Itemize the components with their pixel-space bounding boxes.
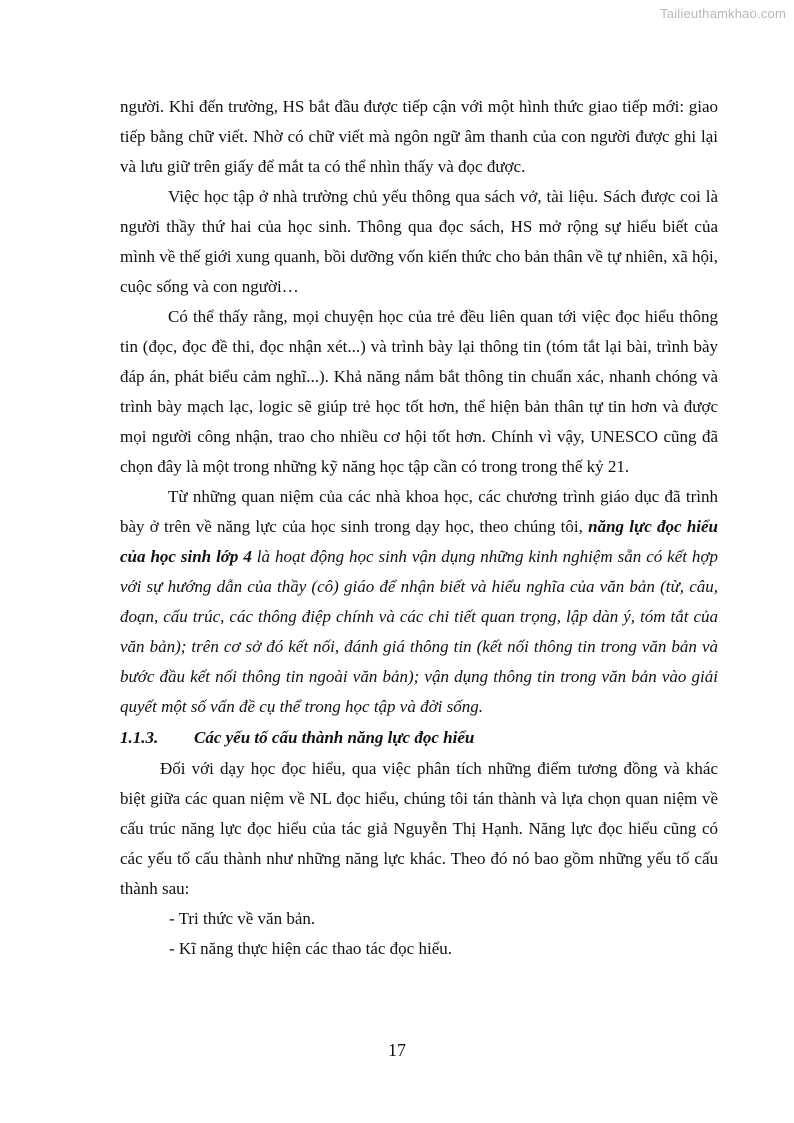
page-number: 17 (388, 1040, 406, 1060)
bullet-item-2: - Kĩ năng thực hiện các thao tác đọc hiểu. (169, 939, 452, 958)
paragraph-4-intro: Từ những quan niệm của các nhà khoa học, các chương trình giáo dục đã trình bày ở trên về năng lực của học sinh trong dạy học, theo chúng tôi, (120, 487, 718, 536)
section-title: Các yếu tố cấu thành năng lực đọc hiểu (194, 728, 475, 747)
paragraph-4 (120, 482, 718, 722)
watermark-text: Tailieuthamkhao.com (660, 6, 786, 21)
section-heading (120, 722, 718, 754)
document-body (120, 92, 718, 964)
paragraph-3: Có thể thấy rằng, mọi chuyện học của trẻ đều liên quan tới việc đọc hiểu thông tin (đọc, đọc đề thi, đọc nhận xét...) và trình bày lại thông tin (tóm tắt lại bài, trình bày đáp án, phát biểu cảm nghĩ...). Khả năng nắm bắt thông tin chuẩn xác, nhanh chóng và trình bày mạch lạc, logic sẽ giúp trẻ học tốt hơn, thể hiện bản thân tự tin hơn và được mọi người công nhận, trao cho nhiều cơ hội tốt hơn. Chính vì vậy, UNESCO cũng đã chọn đây là một trong những kỹ năng học tập cần có trong trong thế kỷ 21. (120, 307, 718, 476)
paragraph-1: người. Khi đến trường, HS bắt đầu được tiếp cận với một hình thức giao tiếp mới: giao tiếp bằng chữ viết. Nhờ có chữ viết mà ngôn ngữ âm thanh của con người được ghi lại và lưu giữ trên giấy để mắt ta có thể nhìn thấy và đọc được. (120, 97, 718, 176)
paragraph-4-emphasis: năng lực đọc hiểu của học sinh lớp 4 (120, 517, 719, 566)
paragraph-4-definition: là hoạt động học sinh vận dụng những kinh nghiệm sẵn có kết hợp với sự hướng dẫn của thầy (cô) giáo để nhận biết và hiểu nghĩa của văn bản (từ, câu, đoạn, cấu trúc, các thông điệp chính và các chi tiết quan trọng, lập dàn ý, tóm tắt của văn bản); trên cơ sở đó kết nối, đánh giá thông tin (kết nối thông tin trong văn bản và bước đầu kết nối thông tin ngoài văn bản); vận dụng thông tin trong văn bản vào giải quyết một số vấn đề cụ thể trong học tập và đời sống. (120, 547, 719, 716)
section-number: 1.1.3. (120, 728, 159, 747)
bullet-item-1: - Tri thức về văn bản. (169, 909, 316, 928)
paragraph-2: Việc học tập ở nhà trường chủ yếu thông qua sách vở, tài liệu. Sách được coi là người thầy thứ hai của học sinh. Thông qua đọc sách, HS mở rộng sự hiểu biết của mình về thế giới xung quanh, bồi dưỡng vốn kiến thức cho bản thân về tự nhiên, xã hội, cuộc sống và con người… (120, 187, 718, 296)
paragraph-5: Đối với dạy học đọc hiểu, qua việc phân tích những điểm tương đồng và khác biệt giữa các quan niệm về NL đọc hiểu, chúng tôi tán thành và lựa chọn quan niệm về cấu trúc năng lực đọc hiểu của tác giả Nguyễn Thị Hạnh. Năng lực đọc hiểu cũng có các yếu tố cấu thành như những năng lực khác. Theo đó nó bao gồm những yếu tố cấu thành sau: (120, 759, 718, 898)
